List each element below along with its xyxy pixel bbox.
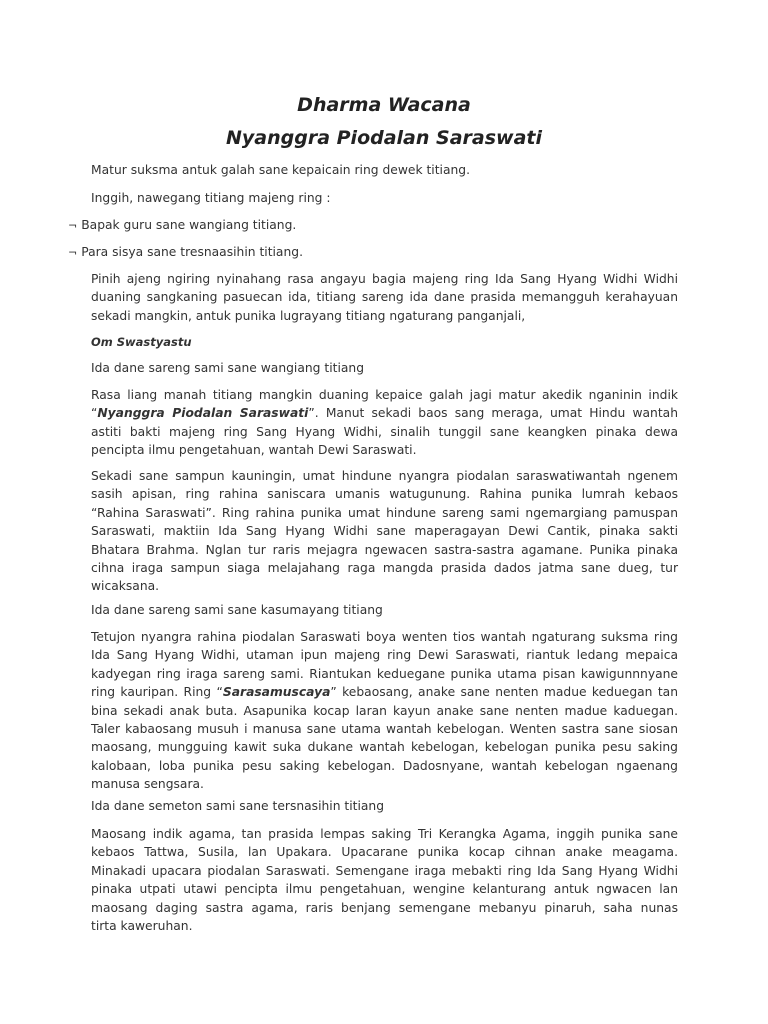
bullet-text: Bapak guru sane wangiang titiang. xyxy=(81,218,297,232)
bullet-mark-icon: ¬ xyxy=(68,219,78,232)
text-line: sasih apisan, ring rahina saniscara umanis watugunung. Rahina punika lumrah kebaos xyxy=(91,487,678,502)
text-line: Bhatara Brahma. Nglan tur raris mejagra ngewacen sastra-sastra agamane. Punika pinaka xyxy=(91,542,678,557)
text-line: Taler kabaosang musuh i manusa sane utama wantah kebelogan. Wenten sastra sane siosan xyxy=(91,722,678,737)
emphasis-title: Nyanggra Piodalan Saraswati xyxy=(97,406,309,421)
title-line-2: Nyanggra Piodalan Saraswati xyxy=(225,127,542,149)
paragraph-purpose xyxy=(91,628,678,794)
address-heading-1: Ida dane sareng sami sane wangiang titiang xyxy=(91,361,365,375)
bullet-text: Para sisya sane tresnaasihin titiang. xyxy=(81,245,303,259)
text-line: wicaksana. xyxy=(91,579,160,594)
salutation: Om Swastyastu xyxy=(91,335,192,349)
text-line: Ida Sang Hyang Widhi, utaman ipun majeng ring Dewi Saraswati, riantuk ledang mepaica xyxy=(91,648,678,663)
text-line: cihna iraga sampun siaga melajahang raga mangda prasida dados jatma sane dueg, tur xyxy=(91,561,678,576)
text-line: Tetujon nyangra rahina piodalan Saraswati boya wenten tios wantah ngaturang suksma ring xyxy=(91,630,678,644)
text-line: Pinih ajeng ngiring nyinahang rasa angayu bagia majeng ring Ida Sang Hyang Widhi Widhi xyxy=(91,272,678,286)
text-line: sekadi mangkin, antuk punika lugrayang titiang ngaturang panganjali, xyxy=(91,308,526,323)
text-line: Minakadi upacara piodalan Saraswati. Semengane iraga mebakti ring Ida Sang Hyang Widhi xyxy=(91,863,678,878)
paragraph-background xyxy=(91,467,678,596)
address-heading-3: Ida dane semeton sami sane tersnasihin titiang xyxy=(91,799,385,813)
text-line: maosang, mungguing kawit suka dukane wantah kebelogan, kebelogan punika pesu saking xyxy=(91,740,678,755)
text-line: maosang daging sastra agama, raris benjang semengane mebanyu pinaruh, saha nunas xyxy=(91,900,678,915)
text-line: bina sekadi anak buta. Asapunika kocap laran kayun anake sane nenten madue kaduegan. xyxy=(91,703,678,718)
text-line: kadyegan ring iraga sareng sami. Riantukan keduegane punika utama pisan kawigunnnyane xyxy=(91,666,678,681)
intro-thanks: Matur suksma antuk galah sane kepaicain ring dewek titiang. xyxy=(91,163,470,177)
bullet-item xyxy=(68,243,303,262)
address-heading-2: Ida dane sareng sami sane kasumayang titiang xyxy=(91,603,383,617)
text-line xyxy=(91,683,678,701)
text-line: duaning sangkaning pasuecan ida, titiang sareng ida dane prasida memangguh kerahayuan xyxy=(91,290,678,305)
intro-greeting: Inggih, nawegang titiang majeng ring : xyxy=(91,191,331,205)
text-line: Rasa liang manah titiang mangkin duaning kepaice galah jagi matur akedik nganinin indik xyxy=(91,388,678,402)
text-line xyxy=(91,404,678,422)
text-line: Sekadi sane sampun kauningin, umat hindune nyangra piodalan saraswatiwantah ngenem xyxy=(91,469,678,483)
text-line: tirta kaweruhan. xyxy=(91,919,193,934)
text-fragment: ”. Manut sekadi baos sang meraga, umat Hindu wantah xyxy=(308,406,678,421)
text-line: “Rahina Saraswati”. Ring rahina punika umat hindune sareng sami ngemargiang pamuspan xyxy=(91,505,678,520)
emphasis-title: Sarasamuscaya xyxy=(222,685,331,700)
text-line: manusa sengsara. xyxy=(91,777,204,792)
text-fragment: ring kauripan. Ring “ xyxy=(91,685,223,700)
title-line-1: Dharma Wacana xyxy=(297,94,471,116)
paragraph-religion xyxy=(91,825,678,935)
paragraph-opening xyxy=(91,270,678,325)
bullet-item xyxy=(68,216,296,235)
text-line: Saraswati, maktiin Ida Sang Hyang Widhi sane maperagayan Dewi Cantik, pinaka sakti xyxy=(91,524,678,539)
text-line: pinaka utpati utawi pencipta ilmu pengetahuan, wengine kelanturang antuk ngwacen lan xyxy=(91,882,678,897)
text-line: Maosang indik agama, tan prasida lempas saking Tri Kerangka Agama, inggih punika sane xyxy=(91,827,678,841)
quote-open: “ xyxy=(91,406,98,421)
paragraph-topic xyxy=(91,386,678,460)
bullet-mark-icon: ¬ xyxy=(68,246,78,259)
text-line: kalobaan, loba punika pesu saking kebelogan. Dadosnyane, wantah kebelogan ngaenang xyxy=(91,758,678,773)
text-line: kebaos Tattwa, Susila, lan Upakara. Upacarane punika kocap cihnan anake meagama. xyxy=(91,845,678,860)
text-line: astiti bakti majeng ring Sang Hyang Widhi, sinalih tunggil sane keangken pinaka dewa xyxy=(91,424,678,439)
text-line: pencipta ilmu pengetahuan, wantah Dewi Saraswati. xyxy=(91,443,417,458)
text-fragment: ” kebaosang, anake sane nenten madue keduegan tan xyxy=(330,685,678,700)
